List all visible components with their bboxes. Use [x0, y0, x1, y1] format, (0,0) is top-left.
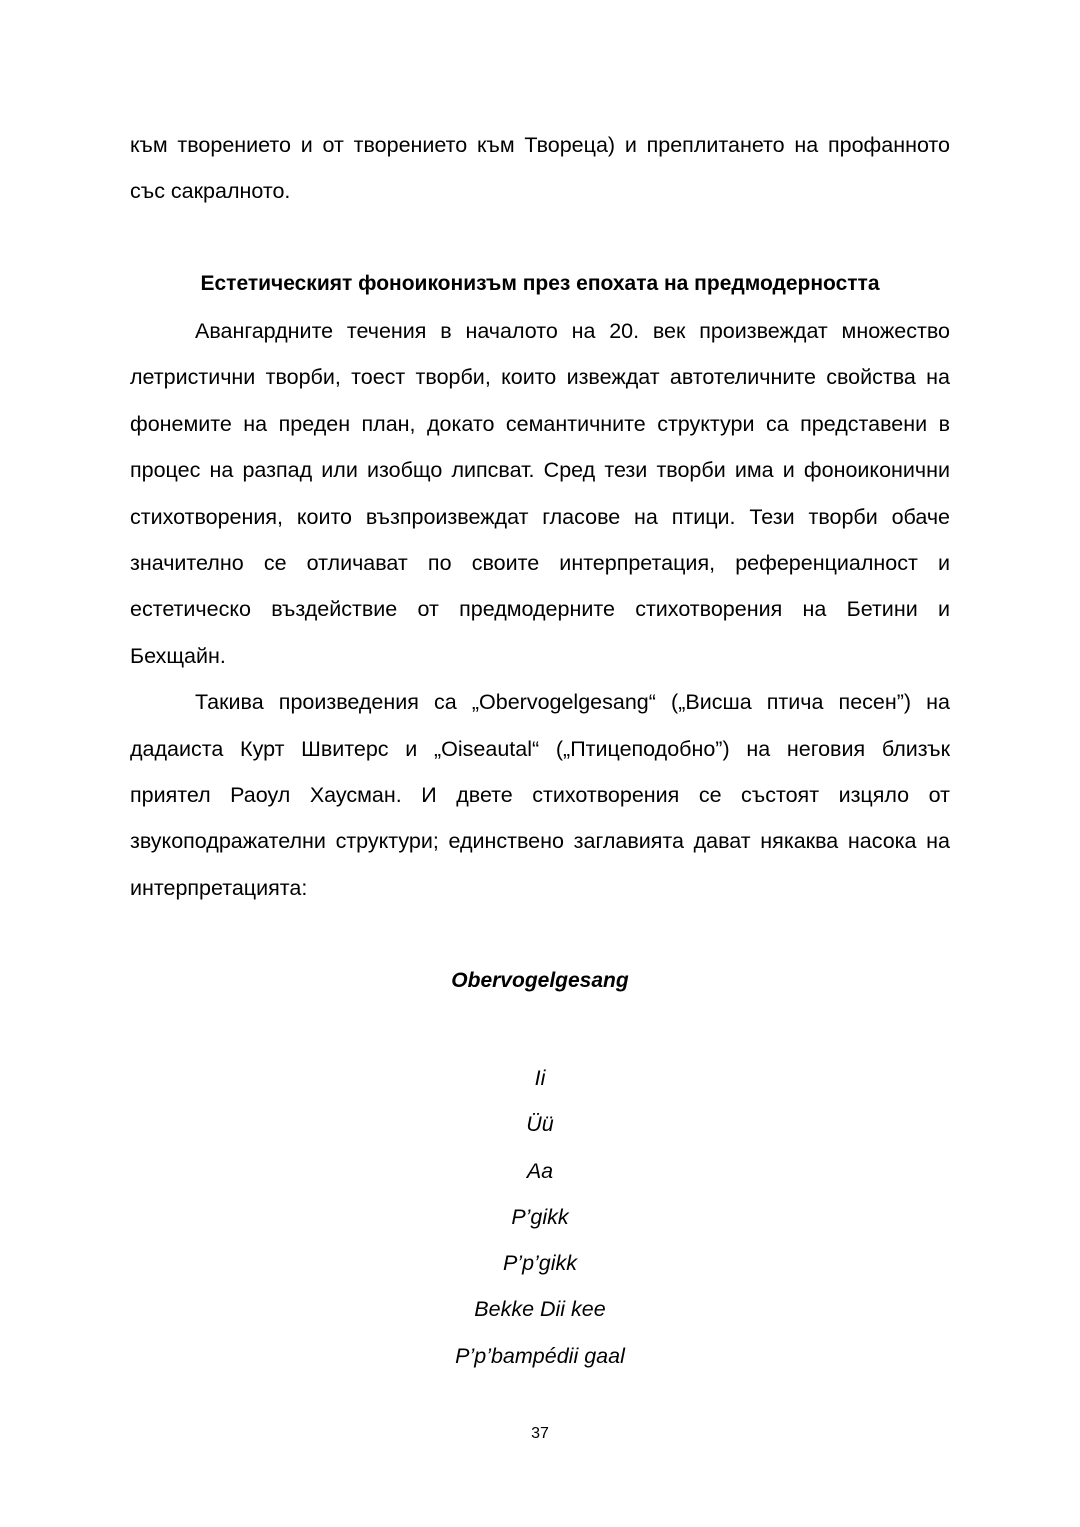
poem-lines: [0, 1055, 1080, 1379]
paragraph-avant-garde: Авангардните течения в началото на 20. век произвеждат множество летристични творби, тоест творби, които извеждат автотеличните свойства на фонемите на преден план, докато семантичните структури са представени в процес на разпад или изобщо липсват. Сред тези творби има и фоноиконични стихотворения, които възпроизвеждат гласове на птици. Тези творби обаче значително се отличават по своите интерпретация, референциалност и естетическо въздействие от предмодерните стихотворения на Бетини и Бехщайн.: [130, 319, 950, 668]
poem-line: Bekke Dii kee: [474, 1297, 606, 1322]
poem-line: P’p’gikk: [502, 1251, 578, 1276]
poem-title: Obervogelgesang: [451, 969, 629, 992]
poem-line: Ii: [534, 1066, 546, 1090]
poem-line: P’gikk: [511, 1204, 569, 1229]
poem-line: P’p’bampédii gaal: [455, 1343, 625, 1368]
paragraph-works: Такива произведения са „Obervogelgesang“ („Висша птича песен”) на дадаиста Курт Швитерс и „Oiseautal“ („Птицеподобно”) на неговия близък приятел Раоул Хаусман. И двете стихотворения се състоят изцяло от звукоподражателни структури; единствено заглавията дават някаква насока на интерпретацията:: [130, 690, 950, 900]
page-number: 37: [531, 1425, 549, 1442]
continuation-paragraph: към творението и от творението към Твореца) и преплитането на профанното със сакралното.: [130, 133, 950, 204]
continuation-paragraph-block: [130, 122, 950, 215]
poem-line: Üü: [526, 1112, 554, 1137]
section-heading: Естетическият фоноиконизъм през епохата на предмодерността: [200, 272, 880, 295]
body-text-block: [130, 308, 950, 911]
poem-line: Aa: [526, 1158, 554, 1183]
